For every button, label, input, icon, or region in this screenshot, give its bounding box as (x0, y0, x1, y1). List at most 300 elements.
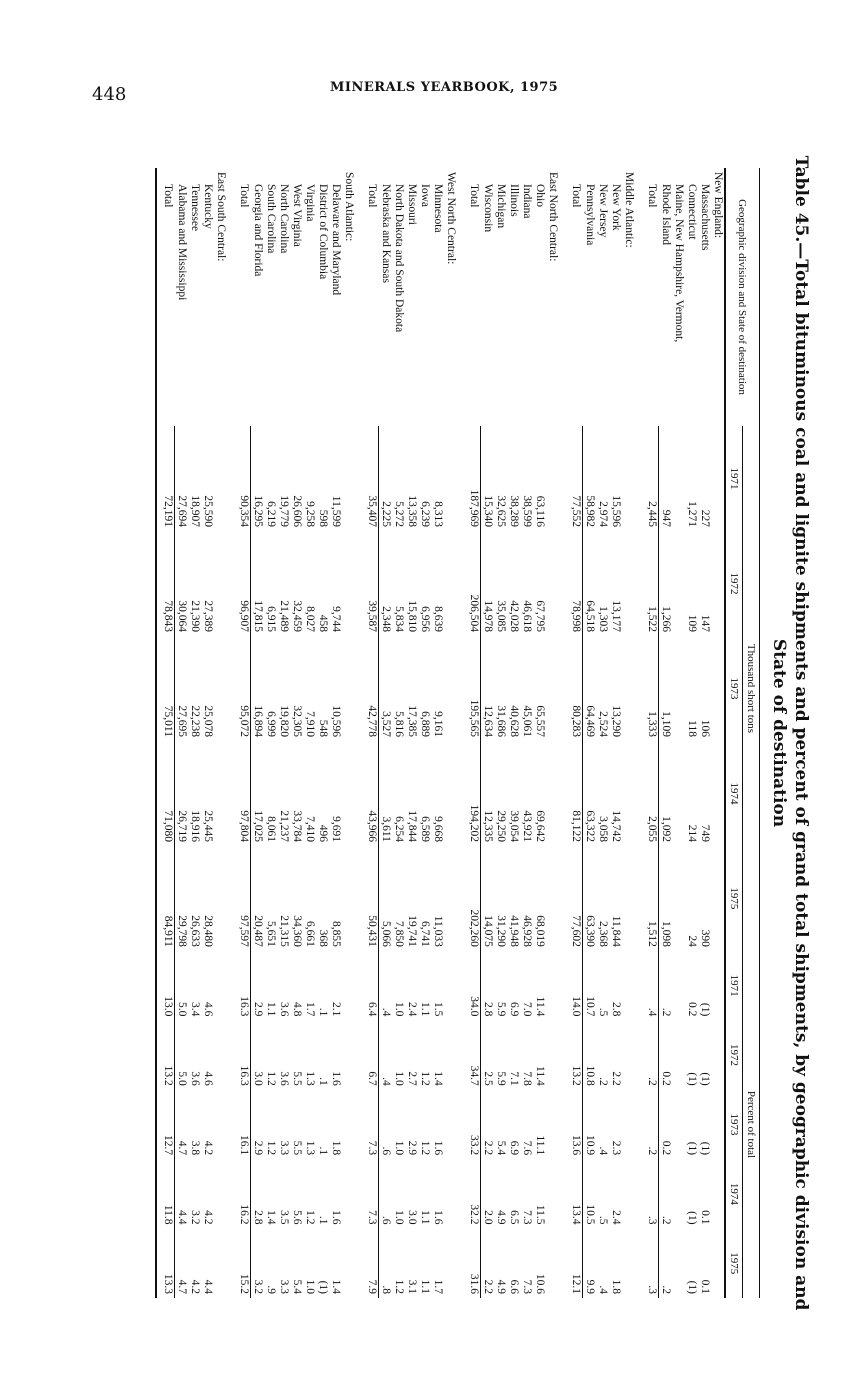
percent-cell: 1.4 (432, 1071, 444, 1086)
tons-cell: 1,271 (686, 501, 698, 527)
spacer-row (559, 168, 569, 1298)
tons-cell: 34,360 (291, 915, 303, 947)
tons-cell (546, 741, 559, 846)
tons-cell: 5,816 (393, 711, 405, 737)
percent-cell: 4.4 (202, 1279, 214, 1294)
tons-cell (622, 636, 635, 741)
tons-cell: 598 (317, 509, 329, 527)
tons-cell: 6,254 (393, 816, 405, 842)
table-row (685, 168, 698, 1298)
tons-cell: 9,161 (432, 711, 444, 737)
row-label: North Carolina (278, 184, 290, 254)
tons-cell: 95,072 (237, 636, 251, 741)
tons-cell: 19,779 (278, 495, 290, 527)
tons-cell: 90,354 (237, 426, 251, 531)
tons-cell: 38,599 (521, 495, 533, 527)
percent-cell: .4 (380, 1077, 392, 1086)
percent-cell: 6.5 (508, 1210, 520, 1225)
tons-cell: 18,907 (189, 495, 201, 527)
percent-cell: .1 (317, 1007, 329, 1017)
tons-cell: 5,066 (380, 921, 392, 947)
row-label: Connecticut (686, 184, 698, 240)
percent-cell (444, 1229, 457, 1298)
tons-cell: 5,272 (393, 501, 405, 527)
percent-cell (546, 951, 559, 1020)
tons-cell: 35,407 (365, 426, 379, 531)
percent-cell: 34.7 (467, 1020, 481, 1089)
percent-cell: 0.2 (660, 1071, 672, 1086)
percent-cell (711, 951, 725, 1020)
tons-cell: 22,238 (189, 705, 201, 737)
percent-cell: 13.2 (161, 1020, 175, 1089)
percent-cell: 3.8 (189, 1140, 201, 1156)
tons-cell: 3,611 (380, 816, 392, 842)
percent-cell: 2.2 (482, 1140, 494, 1156)
percent-cell: 2.0 (482, 1210, 494, 1225)
percent-cell: .1 (317, 1215, 329, 1225)
tons-cell: 147 (699, 614, 711, 632)
row-label: Middle Atlantic: (623, 172, 635, 248)
tons-cell: 29,798 (176, 915, 188, 947)
tons-cell (342, 426, 355, 531)
row-label: Alabama and Mississippi (175, 184, 188, 301)
table-row (609, 168, 622, 1298)
division-heading-row (342, 168, 355, 1298)
percent-cell: 7.1 (508, 1071, 520, 1086)
tons-cell: 43,966 (365, 741, 379, 846)
percent-cell: 0.2 (660, 1140, 672, 1156)
tons-year-header: 1972 (725, 531, 743, 636)
percent-cell: 13.0 (161, 951, 175, 1020)
row-label: Pennsylvania (583, 184, 596, 246)
tons-cell: 947 (660, 509, 672, 527)
percent-cell: 15.2 (237, 1229, 251, 1298)
tons-cell: 496 (317, 824, 329, 842)
tons-cell: 38,289 (508, 495, 520, 527)
row-label: East North Central: (547, 172, 559, 262)
percent-cell (546, 1229, 559, 1298)
tons-cell: 31,686 (495, 705, 507, 737)
percent-cell (546, 1090, 559, 1159)
percent-cell (214, 1090, 227, 1159)
row-label: Iowa (419, 184, 431, 207)
percent-cell: 7.6 (521, 1140, 533, 1156)
percent-cell: 2.8 (252, 1210, 264, 1225)
row-label: Delaware and Maryland (330, 184, 342, 296)
percent-cell: 11.5 (534, 1204, 546, 1225)
percent-cell: .6 (380, 1215, 392, 1225)
division-heading-row (444, 168, 457, 1298)
percent-cell: 10.9 (584, 1135, 596, 1156)
percent-cell: 1.0 (393, 1071, 405, 1086)
row-label: Kentucky (202, 184, 214, 229)
total-row (237, 168, 251, 1298)
tons-cell (672, 531, 685, 636)
tons-cell: 6,889 (419, 711, 431, 737)
percent-cell: 6.9 (508, 1001, 520, 1017)
percent-cell: 4.2 (202, 1140, 214, 1156)
total-row (569, 168, 583, 1298)
percent-cell (672, 951, 685, 1020)
group-header-tons: Thousand short tons (743, 426, 760, 951)
tons-cell: 41,948 (508, 915, 520, 947)
pct-year-header: 1973 (725, 1090, 743, 1159)
table-title (768, 128, 812, 1338)
table-row (507, 168, 520, 1298)
percent-cell: 12.1 (569, 1229, 583, 1298)
spacer-row (227, 168, 237, 1298)
tons-cell: 2,974 (597, 501, 609, 527)
table-row (596, 168, 609, 1298)
percent-cell: 2.7 (406, 1071, 418, 1086)
tons-cell: 1,266 (660, 606, 672, 632)
percent-cell: 4.7 (176, 1279, 188, 1294)
percent-cell: 2.9 (252, 1140, 264, 1156)
percent-cell: 5.5 (291, 1140, 303, 1156)
tons-cell: 15,810 (406, 600, 418, 632)
tons-cell: 20,487 (252, 915, 264, 947)
tons-cell: 2,225 (380, 501, 392, 527)
percent-cell: (1) (686, 1280, 698, 1294)
percent-cell: 4.7 (176, 1140, 188, 1156)
percent-cell: 1.0 (393, 1001, 405, 1017)
row-label: Minnesota (432, 184, 444, 233)
tons-cell (214, 426, 227, 531)
tons-cell (546, 846, 559, 951)
tons-cell: 21,315 (278, 915, 290, 947)
table-row (659, 168, 673, 1298)
row-label: Nebraska and Kansas (379, 184, 392, 283)
tons-cell: 29,250 (495, 810, 507, 842)
percent-cell: .2 (645, 1090, 659, 1159)
tons-cell: 2,524 (597, 711, 609, 737)
tons-cell: 67,795 (534, 600, 546, 632)
percent-cell: 1.2 (265, 1140, 277, 1156)
tons-cell: 1,109 (660, 711, 672, 737)
percent-cell (622, 1159, 635, 1228)
tons-cell: 8,639 (432, 606, 444, 632)
percent-cell (214, 1229, 227, 1298)
tons-cell: 2,368 (597, 921, 609, 947)
tons-cell: 63,322 (584, 810, 596, 842)
tons-cell: 69,642 (534, 810, 546, 842)
percent-cell: 5.4 (495, 1140, 507, 1156)
percent-cell: 1.3 (304, 1140, 316, 1156)
tons-cell: 8,855 (330, 921, 342, 947)
row-label: East South Central: (215, 172, 227, 262)
percent-cell: (1) (686, 1072, 698, 1086)
percent-cell: 1.7 (432, 1279, 444, 1294)
row-label: Georgia and Florida (251, 184, 264, 277)
tons-cell: 6,915 (265, 606, 277, 632)
tons-cell: 9,258 (304, 501, 316, 527)
tons-cell: 11,599 (330, 495, 342, 527)
running-head: MINERALS YEARBOOK, 1975 (330, 80, 559, 95)
division-heading-row (546, 168, 559, 1298)
percent-cell: .2 (597, 1077, 609, 1086)
tons-cell: 78,998 (569, 531, 583, 636)
tons-cell: 9,744 (330, 606, 342, 632)
percent-cell: .1 (317, 1146, 329, 1156)
tons-cell: 206,504 (467, 531, 481, 636)
tons-cell: 14,742 (610, 810, 622, 842)
tons-cell: 368 (317, 929, 329, 947)
percent-cell: 9.9 (584, 1279, 596, 1294)
division-heading-row (711, 168, 725, 1298)
table-row (672, 168, 685, 1298)
row-label: New England: (712, 172, 724, 239)
tons-cell: 10,596 (330, 705, 342, 737)
row-label: Total (366, 184, 379, 208)
percent-cell: 6.7 (365, 1020, 379, 1089)
percent-cell: 2.5 (482, 1071, 494, 1086)
tons-cell: 25,445 (202, 810, 214, 842)
percent-cell: 6.6 (508, 1279, 520, 1294)
group-header-percent: Percent of total (743, 951, 760, 1298)
tons-cell (711, 741, 725, 846)
percent-cell (711, 1020, 725, 1089)
table-row (329, 168, 342, 1298)
row-label: Total (238, 184, 251, 208)
tons-cell: 28,480 (202, 915, 214, 947)
tons-cell: 1,512 (645, 846, 659, 951)
pct-year-header: 1975 (725, 1229, 743, 1298)
tons-cell: 81,122 (569, 741, 583, 846)
percent-cell (342, 1229, 355, 1298)
percent-cell (342, 1090, 355, 1159)
row-label: Wisconsin (481, 184, 494, 233)
tons-cell: 6,741 (419, 921, 431, 947)
tons-cell: 194,202 (467, 741, 481, 846)
percent-cell: 7.8 (521, 1071, 533, 1086)
percent-cell (342, 1020, 355, 1089)
tons-cell: 39,587 (365, 531, 379, 636)
row-label: Massachusetts (699, 184, 711, 251)
percent-cell (546, 1020, 559, 1089)
percent-cell: 13.6 (569, 1090, 583, 1159)
percent-cell: 34.0 (467, 951, 481, 1020)
percent-cell: .4 (597, 1285, 609, 1294)
tons-cell: 1,333 (645, 636, 659, 741)
percent-cell: 1.8 (330, 1140, 342, 1156)
tons-cell: 77,552 (569, 426, 583, 531)
percent-cell: 1.4 (265, 1210, 277, 1225)
tons-cell: 12,335 (482, 810, 494, 842)
tons-cell (342, 636, 355, 741)
percent-cell (214, 1020, 227, 1089)
percent-cell (444, 1090, 457, 1159)
percent-cell: 3.6 (278, 1071, 290, 1086)
percent-cell: 11.4 (534, 1066, 546, 1086)
table-row (264, 168, 277, 1298)
tons-cell: 30,064 (176, 600, 188, 632)
tons-cell: 6,219 (265, 501, 277, 527)
tons-cell (444, 426, 457, 531)
table-row (520, 168, 533, 1298)
tons-cell: 40,628 (508, 705, 520, 737)
tons-cell: 19,820 (278, 705, 290, 737)
table-row (290, 168, 303, 1298)
tons-cell: 96,907 (237, 531, 251, 636)
percent-cell (622, 1229, 635, 1298)
tons-cell: 31,290 (495, 915, 507, 947)
tons-cell: 8,313 (432, 501, 444, 527)
tons-cell: 68,019 (534, 915, 546, 947)
row-label: Total (646, 184, 659, 208)
shipments-table (155, 168, 760, 1298)
tons-cell: 46,618 (521, 600, 533, 632)
table-row (481, 168, 495, 1298)
tons-cell: 64,518 (584, 600, 596, 632)
tons-cell: 2,445 (645, 426, 659, 531)
tons-cell: 17,844 (406, 810, 418, 842)
percent-cell: .2 (660, 1007, 672, 1017)
percent-cell: 1.7 (304, 1001, 316, 1017)
division-heading-row (622, 168, 635, 1298)
table-row (175, 168, 189, 1298)
tons-cell (214, 531, 227, 636)
percent-cell: 10.6 (534, 1273, 546, 1294)
percent-cell: 5.4 (291, 1279, 303, 1294)
tons-cell: 1,303 (597, 606, 609, 632)
table-row (316, 168, 329, 1298)
table-row (303, 168, 316, 1298)
tons-cell: 17,815 (252, 600, 264, 632)
percent-cell: 2.9 (406, 1140, 418, 1156)
tons-cell: 109 (686, 614, 698, 632)
total-row (645, 168, 659, 1298)
percent-cell: 3.5 (278, 1210, 290, 1225)
tons-cell: 8,061 (265, 816, 277, 842)
tons-cell: 77,602 (569, 846, 583, 951)
percent-cell: 2.8 (482, 1001, 494, 1017)
percent-cell: 4.6 (202, 1071, 214, 1086)
percent-cell: 2.4 (406, 1001, 418, 1017)
tons-cell (711, 846, 725, 951)
table-title-line1: Table 45.—Total bituminous coal and lignite shipments and percent of grand total shipments, by geographic division and (791, 155, 811, 1311)
tons-cell: 65,557 (534, 705, 546, 737)
row-label: Total (468, 184, 481, 208)
row-label: Virginia (304, 184, 316, 222)
tons-cell (214, 636, 227, 741)
total-row (467, 168, 481, 1298)
percent-cell: 7.3 (521, 1279, 533, 1294)
percent-cell (622, 951, 635, 1020)
percent-cell: 1.2 (419, 1071, 431, 1086)
tons-cell (546, 636, 559, 741)
percent-cell: .2 (660, 1215, 672, 1225)
percent-cell: .1 (317, 1077, 329, 1086)
tons-cell (622, 531, 635, 636)
tons-cell: 195,565 (467, 636, 481, 741)
percent-cell: 2.4 (610, 1210, 622, 1225)
tons-cell (444, 531, 457, 636)
percent-cell: 1.1 (419, 1210, 431, 1225)
tons-cell (711, 636, 725, 741)
percent-cell: 7.3 (365, 1159, 379, 1228)
tons-year-header: 1973 (725, 636, 743, 741)
tons-cell (342, 846, 355, 951)
tons-cell: 118 (686, 720, 698, 737)
table-row (379, 168, 393, 1298)
tons-cell: 9,668 (432, 816, 444, 842)
tons-cell: 80,283 (569, 636, 583, 741)
page-number: 448 (92, 84, 127, 105)
percent-cell: 2.8 (610, 1001, 622, 1017)
percent-cell: 10.5 (584, 1204, 596, 1225)
spacer-row (457, 168, 467, 1298)
percent-cell (711, 1090, 725, 1159)
percent-cell: 2.2 (610, 1071, 622, 1086)
percent-cell: 5.9 (495, 1071, 507, 1086)
tons-cell: 106 (699, 719, 711, 737)
tons-year-header: 1975 (725, 846, 743, 951)
tons-cell: 97,597 (237, 846, 251, 951)
tons-cell: 58,982 (584, 495, 596, 527)
tons-cell: 63,116 (534, 495, 546, 527)
percent-cell: 4.2 (189, 1279, 201, 1294)
percent-cell: 1.1 (265, 1001, 277, 1017)
tons-cell: 5,834 (393, 606, 405, 632)
percent-cell: 33.2 (467, 1090, 481, 1159)
percent-cell: 7.9 (365, 1229, 379, 1298)
table-row (277, 168, 290, 1298)
percent-cell: 1.6 (330, 1071, 342, 1086)
tons-cell (672, 426, 685, 531)
tons-cell (342, 741, 355, 846)
tons-cell: 8,027 (304, 606, 316, 632)
tons-cell: 26,606 (291, 495, 303, 527)
percent-cell (444, 1020, 457, 1089)
tons-cell: 16,894 (252, 705, 264, 737)
tons-cell: 97,804 (237, 741, 251, 846)
tons-cell: 1,522 (645, 531, 659, 636)
tons-cell: 71,080 (161, 741, 175, 846)
tons-cell: 12,634 (482, 705, 494, 737)
tons-cell: 27,389 (202, 600, 214, 632)
percent-cell: 3.4 (189, 1001, 201, 1017)
row-header: Geographic division and State of destination (725, 168, 760, 426)
tons-cell (711, 531, 725, 636)
tons-cell: 26,633 (189, 915, 201, 947)
percent-cell (672, 1020, 685, 1089)
percent-cell: 16.2 (237, 1159, 251, 1228)
percent-cell: 1.1 (419, 1001, 431, 1017)
tons-cell: 50,431 (365, 846, 379, 951)
tons-cell: 3,058 (597, 816, 609, 842)
row-label: South Carolina (265, 184, 277, 254)
pct-year-header: 1972 (725, 1020, 743, 1089)
tons-cell: 7,850 (393, 921, 405, 947)
percent-cell: .5 (597, 1215, 609, 1225)
spacer-row (635, 168, 645, 1298)
tons-cell: 2,055 (645, 741, 659, 846)
row-label: New Jersey (597, 184, 609, 238)
row-label: New York (610, 184, 622, 231)
percent-cell: 0.1 (699, 1279, 711, 1294)
percent-cell: 1.6 (432, 1210, 444, 1225)
tons-cell: 32,305 (291, 705, 303, 737)
percent-cell (622, 1020, 635, 1089)
percent-cell: 16.1 (237, 1090, 251, 1159)
percent-cell: 12.7 (161, 1090, 175, 1159)
row-label: Rhode Island (659, 184, 672, 246)
tons-cell: 227 (699, 509, 711, 527)
percent-cell: 4.6 (202, 1001, 214, 1017)
tons-cell: 78,843 (161, 531, 175, 636)
row-label: Maine, New Hampshire, Vermont, (673, 184, 685, 343)
tons-cell (546, 426, 559, 531)
